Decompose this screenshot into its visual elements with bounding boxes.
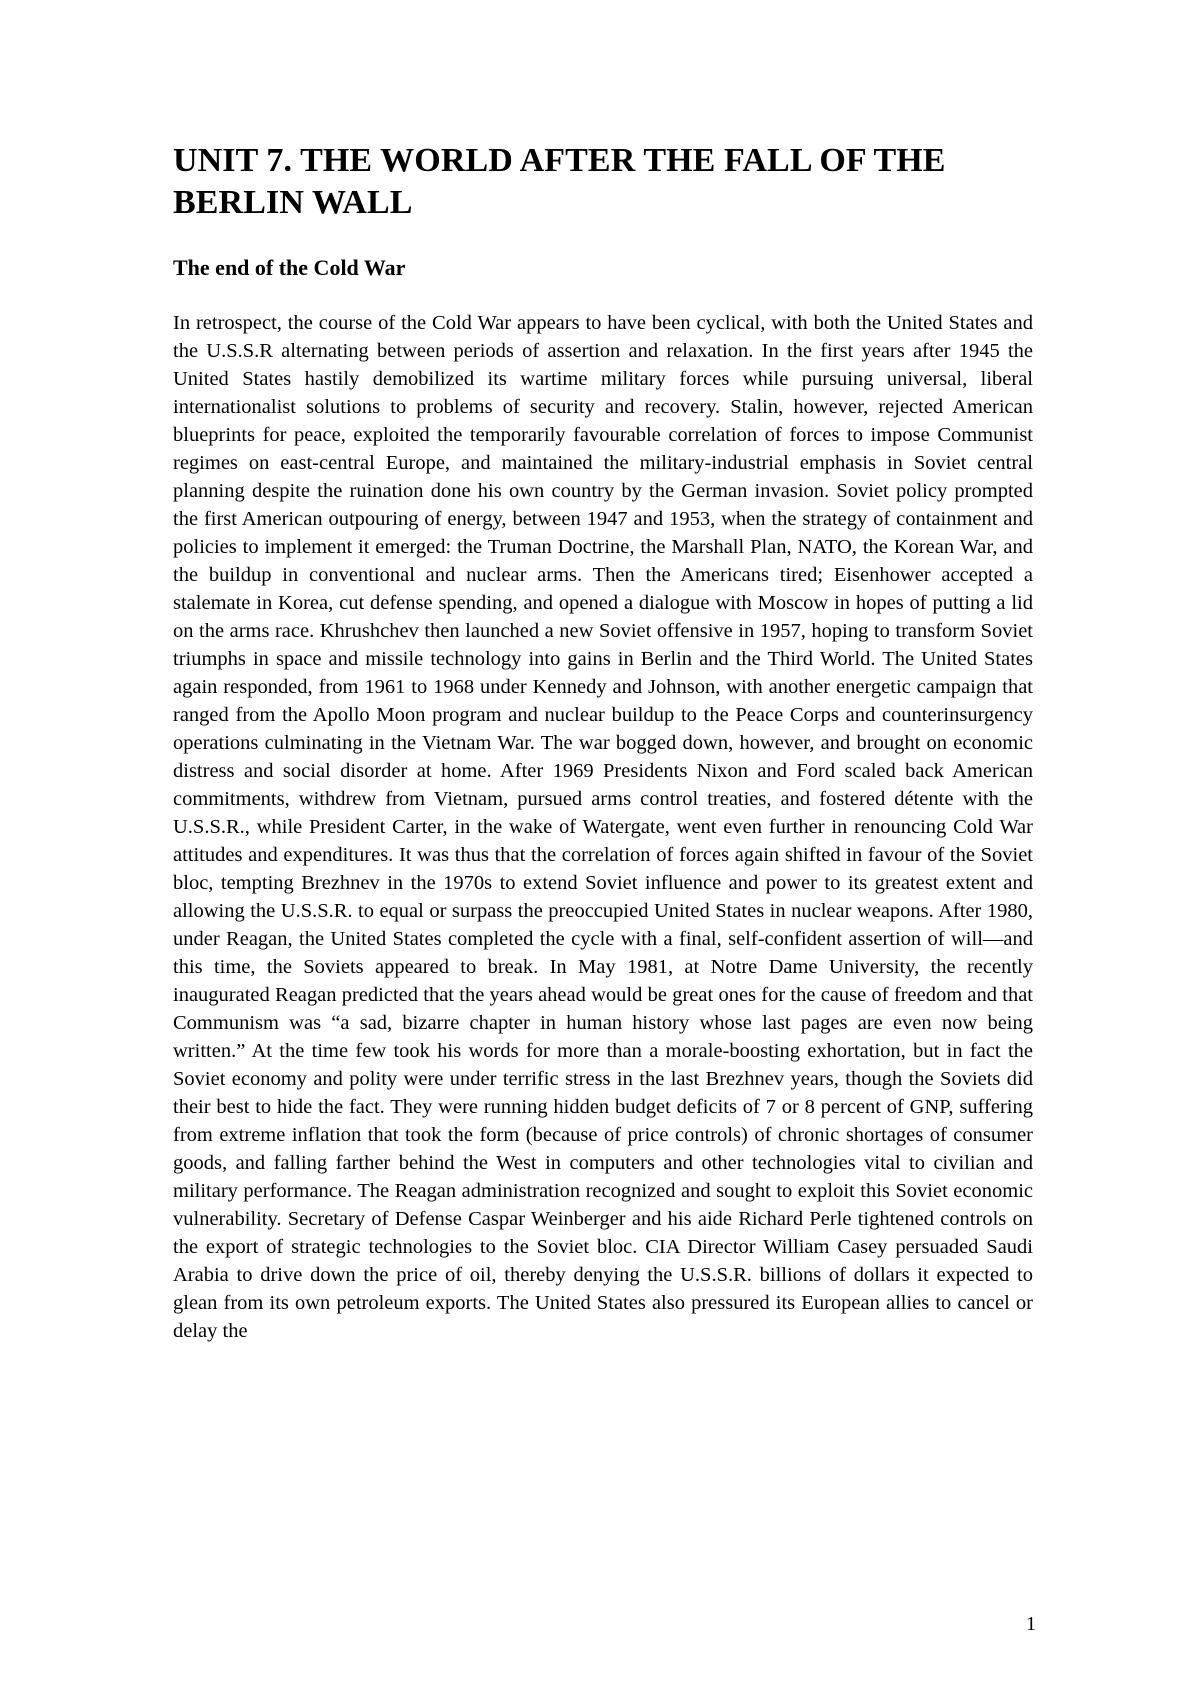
section-heading: The end of the Cold War: [173, 255, 406, 280]
body-paragraph: In retrospect, the course of the Cold War appears to have been cyclical, with both the United States and the U.S.S.R alternating between periods of assertion and relaxation. In the first years after 1945 the United States hastily demobilized its wartime military forces while pursuing universal, liberal internationalist solutions to problems of security and recovery. Stalin, however, rejected American blueprints for peace, exploited the temporarily favourable correlation of forces to impose Communist regimes on east-central Europe, and maintained the military-industrial emphasis in Soviet central planning despite the ruination done his own country by the German invasion. Soviet policy prompted the first American outpouring of energy, between 1947 and 1953, when the strategy of containment and policies to implement it emerged: the Truman Doctrine, the Marshall Plan, NATO, the Korean War, and the buildup in conventional and nuclear arms. Then the Americans tired; Eisenhower accepted a stalemate in Korea, cut defense spending, and opened a dialogue with Moscow in hopes of putting a lid on the arms race. Khrushchev then launched a new Soviet offensive in 1957, hoping to transform Soviet triumphs in space and missile technology into gains in Berlin and the Third World. The United States again responded, from 1961 to 1968 under Kennedy and Johnson, with another energetic campaign that ranged from the Apollo Moon program and nuclear buildup to the Peace Corps and counterinsurgency operations culminating in the Vietnam War. The war bogged down, however, and brought on economic distress and social disorder at home. After 1969 Presidents Nixon and Ford scaled back American commitments, withdrew from Vietnam, pursued arms control treaties, and fostered détente with the U.S.S.R., while President Carter, in the wake of Watergate, went even further in renouncing Cold War attitudes and expenditures. It was thus that the correlation of forces again shifted in favour of the Soviet bloc, tempting Brezhnev in the 1970s to extend Soviet influence and power to its greatest extent and allowing the U.S.S.R. to equal or surpass the preoccupied United States in nuclear weapons. After 1980, under Reagan, the United States completed the cycle with a final, self-confident assertion of will—and this time, the Soviets appeared to break. In May 1981, at Notre Dame University, the recently inaugurated Reagan predicted that the years ahead would be great ones for the cause of freedom and that Communism was “a sad, bizarre chapter in human history whose last pages are even now being written.” At the time few took his words for more than a morale-boosting exhortation, but in fact the Soviet economy and polity were under terrific stress in the last Brezhnev years, though the Soviets did their best to hide the fact. They were running hidden budget deficits of 7 or 8 percent of GNP, suffering from extreme inflation that took the form (because of price controls) of chronic shortages of consumer goods, and falling farther behind the West in computers and other technologies vital to civilian and military performance. The Reagan administration recognized and sought to exploit this Soviet economic vulnerability. Secretary of Defense Caspar Weinberger and his aide Richard Perle tightened controls on the export of strategic technologies to the Soviet bloc. CIA Director William Casey persuaded Saudi Arabia to drive down the price of oil, thereby denying the U.S.S.R. billions of dollars it expected to glean from its own petroleum exports. The United States also pressured its European allies to cancel or delay the: [173, 312, 1033, 1342]
unit-title: UNIT 7. THE WORLD AFTER THE FALL OF THE BERLIN WALL: [173, 142, 946, 221]
page-content: [173, 140, 1033, 1345]
page-number: 1: [1026, 1613, 1036, 1635]
